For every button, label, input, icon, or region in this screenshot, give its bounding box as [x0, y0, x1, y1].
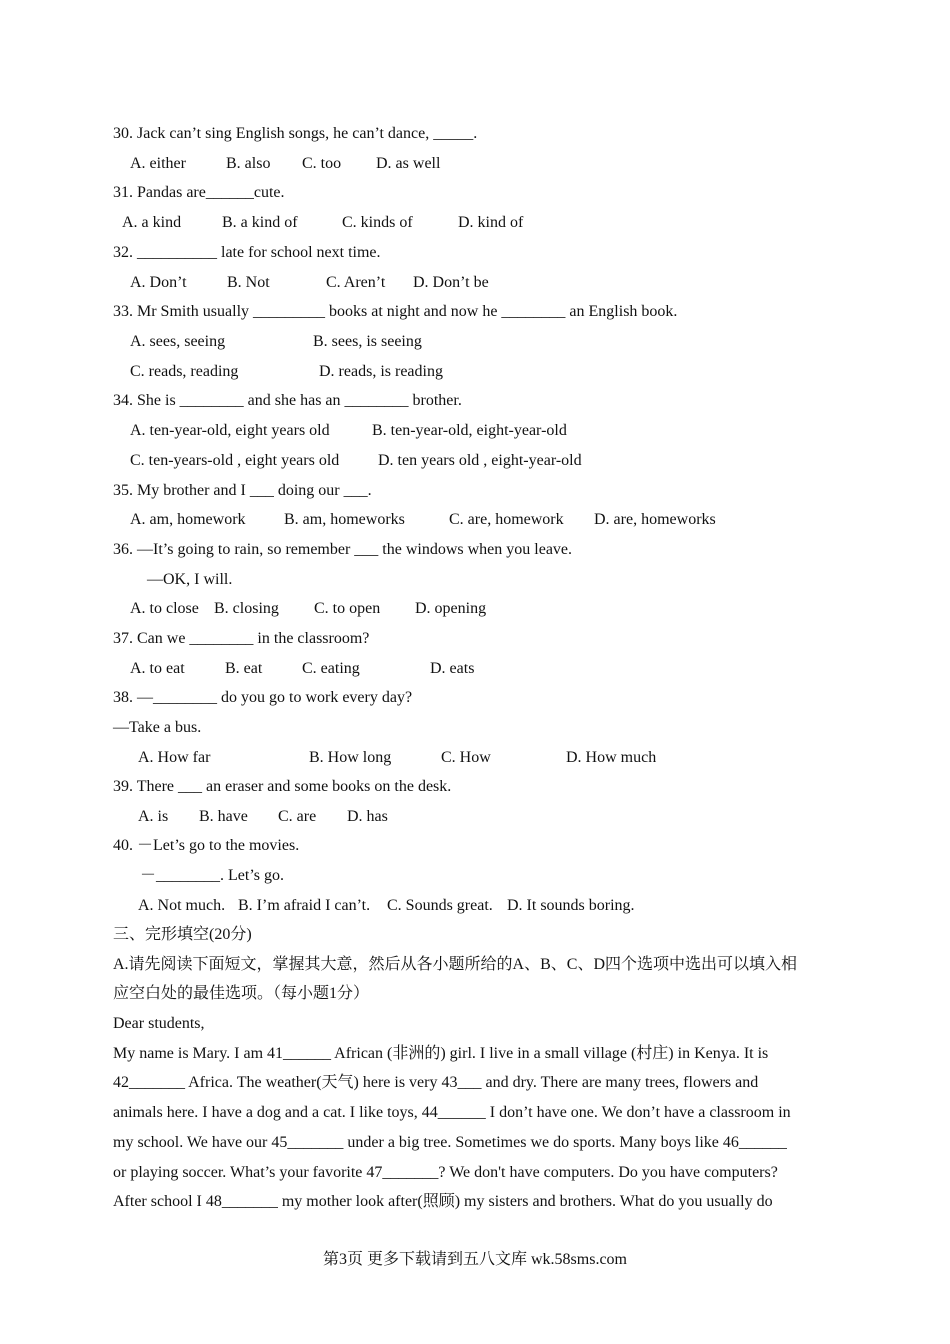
q32-option-b: B. Not	[227, 274, 270, 291]
section-title: 三、完形填空(20分)	[113, 926, 252, 943]
q40-option-d: D. It sounds boring.	[507, 897, 635, 914]
q36-option-a: A. to close	[130, 600, 199, 617]
q39-option-b: B. have	[199, 808, 248, 825]
q40-option-a: A. Not much.	[138, 897, 226, 914]
q35-option-a: A. am, homework	[130, 511, 246, 528]
q32-option-c: C. Aren’t	[326, 274, 386, 291]
q30-option-d: D. as well	[376, 155, 441, 172]
question-39-stem: 39. There ___ an eraser and some books on the desk.	[113, 778, 452, 795]
question-36-stem: 36. —It’s going to rain, so remember ___ the windows when you leave.	[113, 541, 573, 558]
q34-option-d: D. ten years old , eight-year-old	[378, 452, 582, 469]
q31-option-b: B. a kind of	[222, 214, 298, 231]
q33-option-a: A. sees, seeing	[130, 333, 226, 350]
question-30-stem: 30. Jack can’t sing English songs, he can’t dance, _____.	[113, 125, 478, 142]
q31-option-d: D. kind of	[458, 214, 524, 231]
q40-option-c: C. Sounds great.	[387, 897, 493, 914]
q35-option-b: B. am, homeworks	[284, 511, 405, 528]
q32-option-a: A. Don’t	[130, 274, 187, 291]
q37-option-b: B. eat	[225, 660, 263, 677]
question-34-stem: 34. She is ________ and she has an ________ brother.	[113, 392, 462, 409]
page-footer: 第3页 更多下载请到五八文库 wk.58sms.com	[322, 1251, 627, 1268]
q37-option-c: C. eating	[302, 660, 360, 677]
q32-option-d: D. Don’t be	[413, 274, 489, 291]
question-37-stem: 37. Can we ________ in the classroom?	[113, 630, 370, 647]
q36-option-b: B. closing	[214, 600, 279, 617]
q36-reply: —OK, I will.	[147, 571, 233, 588]
q36-option-d: D. opening	[415, 600, 487, 617]
passage-line: animals here. I have a dog and a cat. I like toys, 44______ I don’t have one. We don’t have a classroom in	[113, 1104, 791, 1121]
q40-option-b: B. I’m afraid I can’t.	[238, 897, 371, 914]
section-instruction-line-2: 应空白处的最佳选项。（每小题1分）	[113, 985, 370, 1002]
q33-option-d: D. reads, is reading	[319, 363, 443, 380]
q33-option-b: B. sees, is seeing	[313, 333, 422, 350]
question-33-stem: 33. Mr Smith usually _________ books at night and now he ________ an English book.	[113, 303, 678, 320]
q34-option-c: C. ten-years-old , eight years old	[130, 452, 340, 469]
q34-option-b: B. ten-year-old, eight-year-old	[372, 422, 567, 439]
passage-line: 42_______ Africa. The weather(天气) here is very 43___ and dry. There are many trees, flowers and	[113, 1074, 759, 1091]
passage-line: my school. We have our 45_______ under a big tree. Sometimes we do sports. Many boys like 46______	[113, 1134, 787, 1151]
passage-line: or playing soccer. What’s your favorite 47_______? We don't have computers. Do you have computers?	[113, 1164, 778, 1181]
q38-option-d: D. How much	[566, 749, 657, 766]
q39-option-d: D. has	[347, 808, 388, 825]
q39-option-c: C. are	[278, 808, 317, 825]
q38-reply: —Take a bus.	[113, 719, 202, 736]
q35-option-d: D. are, homeworks	[594, 511, 716, 528]
question-32-stem: 32. __________ late for school next time.	[113, 244, 381, 261]
q40-reply: －________. Let’s go.	[140, 867, 284, 884]
passage-line: After school I 48_______ my mother look after(照顾) my sisters and brothers. What do you usually do	[113, 1193, 773, 1210]
q37-option-a: A. to eat	[130, 660, 185, 677]
question-35-stem: 35. My brother and I ___ doing our ___.	[113, 482, 372, 499]
q30-option-a: A. either	[130, 155, 186, 172]
q30-option-b: B. also	[226, 155, 271, 172]
q31-option-a: A. a kind	[122, 214, 182, 231]
q36-option-c: C. to open	[314, 600, 381, 617]
q38-option-a: A. How far	[138, 749, 211, 766]
q38-option-b: B. How long	[309, 749, 392, 766]
q33-option-c: C. reads, reading	[130, 363, 239, 380]
q38-option-c: C. How	[441, 749, 491, 766]
q30-option-c: C. too	[302, 155, 342, 172]
question-40-stem: 40. －Let’s go to the movies.	[113, 837, 300, 854]
question-38-stem: 38. —________ do you go to work every day?	[113, 689, 413, 706]
passage-line: Dear students,	[113, 1015, 205, 1032]
q34-option-a: A. ten-year-old, eight years old	[130, 422, 330, 439]
q35-option-c: C. are, homework	[449, 511, 564, 528]
passage-line: My name is Mary. I am 41______ African (非洲的) girl. I live in a small village (村庄) in Kenya. It is	[113, 1045, 769, 1062]
section-instruction-line-1: A.请先阅读下面短文，掌握其大意，然后从各小题所给的A、B、C、D四个选项中选出可以填入相	[113, 956, 798, 973]
q39-option-a: A. is	[138, 808, 169, 825]
question-31-stem: 31. Pandas are______cute.	[113, 184, 285, 201]
q37-option-d: D. eats	[430, 660, 475, 677]
q31-option-c: C. kinds of	[342, 214, 413, 231]
